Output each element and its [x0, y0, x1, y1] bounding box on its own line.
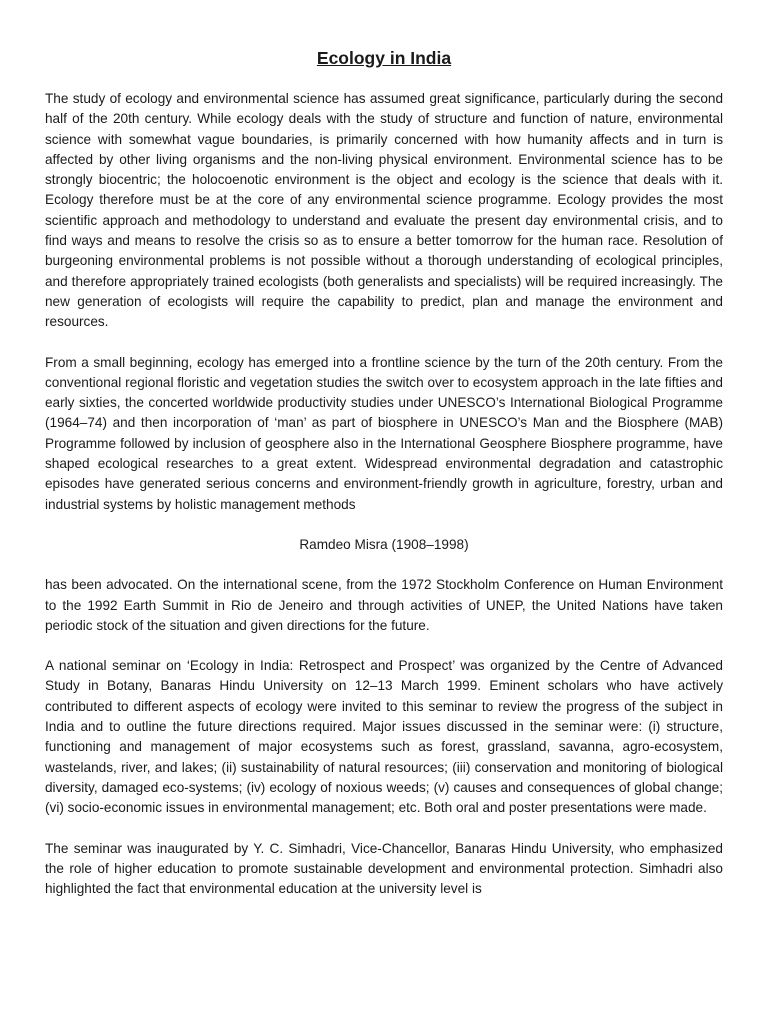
- paragraph-intro: The study of ecology and environmental science has assumed great significance, particularly during the second half of the 20th century. While ecology deals with the study of structure and function of nature, environmental science with somewhat vague boundaries, is primarily concerned with how humanity affects and in turn is affected by other living organisms and the non-living physical environment. Environmental science has to be strongly biocentric; the holocoenotic environment is the object and ecology is the science that deals with it. Ecology therefore must be at the core of any environmental science programme. Ecology provides the most scientific approach and methodology to understand and evaluate the present day environmental crisis, and to find ways and means to resolve the crisis so as to ensure a better tomorrow for the human race. Resolution of burgeoning environmental problems is not possible without a thorough understanding of ecological principles, and therefore appropriately trained ecologists (both generalists and specialists) will be required increasingly. The new generation of ecologists will require the capability to predict, plan and manage the environment and resources.: [45, 91, 723, 330]
- document-title: Ecology in India: [316, 48, 452, 68]
- paragraph-caption: Ramdeo Misra (1908–1998): [299, 536, 469, 552]
- paragraph-seminar: A national seminar on ‘Ecology in India: Retrospect and Prospect’ was organized by the Centre of Advanced Study in Botany, Banaras Hindu University on 12–13 March 1999. Eminent scholars who have actively contributed to different aspects of ecology were invited to this seminar to review the progress of the subject in India and to outline the future directions required. Major issues discussed in the seminar were: (i) structure, functioning and management of major ecosystems such as forest, grassland, savanna, agro-ecosystem, wastelands, river, and lakes; (ii) sustainability of natural resources; (iii) conservation and monitoring of biological diversity, damaged eco-systems; (iv) ecology of noxious weeds; (v) causes and consequences of global change; (vi) socio-economic issues in environmental management; etc. Both oral and poster presentations were made.: [45, 658, 723, 816]
- document-page: [45, 40, 723, 919]
- paragraph-international: has been advocated. On the international scene, from the 1972 Stockholm Conference on Human Environment to the 1992 Earth Summit in Rio de Jeneiro and through activities of UNEP, the United Nations have taken periodic stock of the situation and given directions for the future.: [45, 577, 723, 633]
- paragraph-history: From a small beginning, ecology has emerged into a frontline science by the turn of the 20th century. From the conventional regional floristic and vegetation studies the switch over to ecosystem approach in the late fifties and early sixties, the concerted worldwide productivity studies under UNESCO’s International Biological Programme (1964–74) and then incorporation of ‘man’ as part of biosphere in UNESCO’s Man and the Biosphere (MAB) Programme followed by inclusion of geosphere also in the International Geosphere Biosphere programme, have shaped ecological researches to a great extent. Widespread environmental degradation and catastrophic episodes have generated serious concerns and environment-friendly growth in agriculture, forestry, urban and industrial systems by holistic management methods: [45, 354, 723, 512]
- paragraph-inauguration: The seminar was inaugurated by Y. C. Simhadri, Vice-Chancellor, Banaras Hindu University, who emphasized the role of higher education to promote sustainable development and environmental protection. Simhadri also highlighted the fact that environmental education at the university level is: [45, 840, 723, 897]
